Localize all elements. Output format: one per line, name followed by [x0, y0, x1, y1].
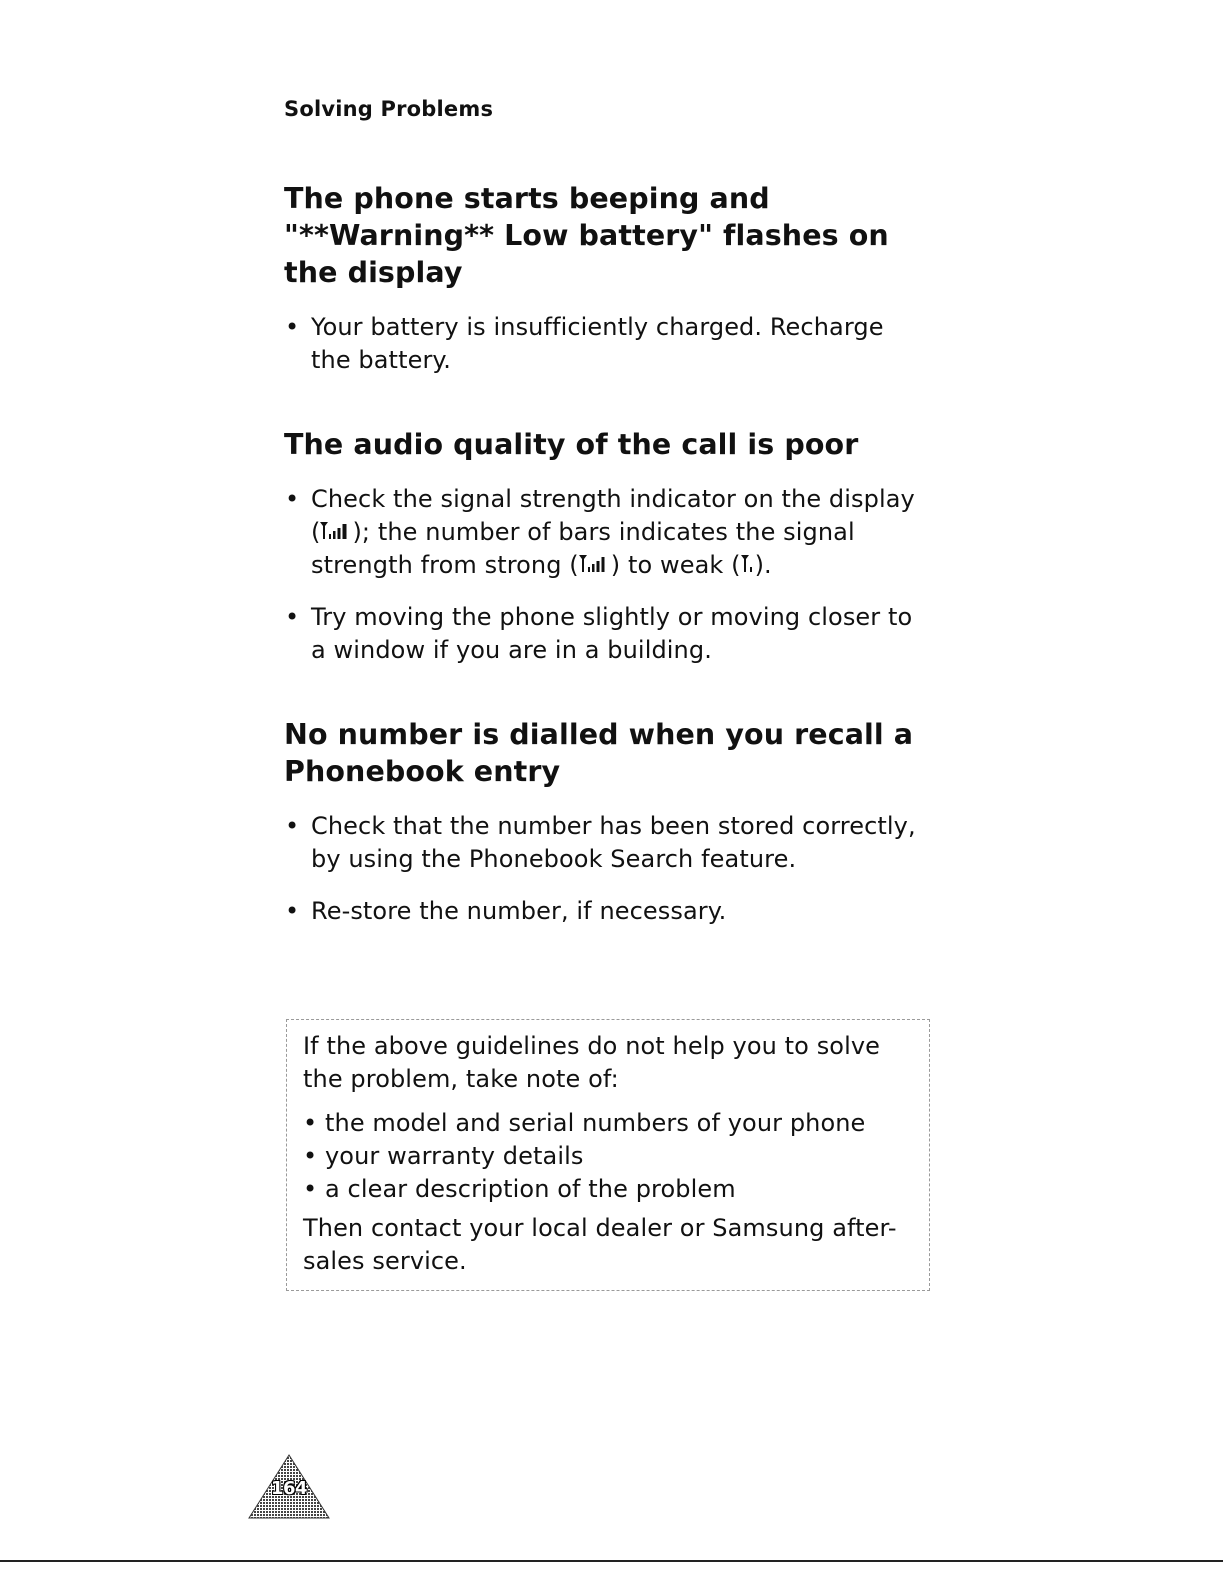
heading-line: No number is dialled when you recall a	[284, 718, 914, 751]
note-content	[303, 1030, 923, 1278]
text-run: (	[311, 518, 321, 546]
bullet-list	[284, 483, 944, 667]
bullet-icon: •	[285, 313, 300, 341]
section-heading	[284, 426, 944, 463]
list-item-line	[311, 516, 944, 549]
note-list-item	[303, 1107, 923, 1140]
note-list-item	[303, 1173, 923, 1206]
bullet-icon: •	[285, 897, 300, 925]
note-item-text: a clear description of the problem	[325, 1175, 736, 1203]
list-item-line: by using the Phonebook Search feature.	[311, 845, 797, 873]
bullet-icon: •	[285, 603, 300, 631]
note-intro-line: If the above guidelines do not help you to solve	[303, 1032, 881, 1060]
text-run: ); the number of bars indicates the signal	[352, 518, 855, 546]
section-audio-quality	[284, 426, 944, 667]
section-heading	[284, 180, 944, 291]
note-intro-line: the problem, take note of:	[303, 1065, 619, 1093]
signal-weak-icon	[741, 553, 755, 575]
list-item-line: a window if you are in a building.	[311, 636, 712, 664]
list-item	[284, 601, 944, 667]
list-item	[284, 311, 944, 377]
bullet-icon: •	[303, 1142, 318, 1170]
note-box	[286, 1019, 930, 1291]
list-item-line: Check the signal strength indicator on the display	[311, 485, 915, 513]
list-item	[284, 810, 944, 876]
list-item-line: Check that the number has been stored correctly,	[311, 812, 916, 840]
list-item-line: Try moving the phone slightly or moving closer to	[311, 603, 913, 631]
heading-line: Phonebook entry	[284, 755, 561, 788]
note-item-text: the model and serial numbers of your phone	[325, 1109, 866, 1137]
note-outro-line: sales service.	[303, 1247, 467, 1275]
heading-line: The phone starts beeping and	[284, 182, 770, 215]
bullet-list	[284, 311, 944, 377]
section-low-battery	[284, 180, 944, 377]
list-item-line: the battery.	[311, 346, 452, 374]
list-item	[284, 895, 944, 928]
running-header: Solving Problems	[284, 97, 494, 121]
list-item	[284, 483, 944, 582]
bullet-icon: •	[303, 1175, 318, 1203]
note-list-item	[303, 1140, 923, 1173]
text-run: strength from strong (	[311, 551, 579, 579]
signal-strong-icon	[579, 553, 611, 575]
note-outro-line: Then contact your local dealer or Samsung after-	[303, 1214, 897, 1242]
text-run: ).	[754, 551, 772, 579]
note-list	[303, 1107, 923, 1206]
bullet-icon: •	[303, 1109, 318, 1137]
list-item-line	[311, 549, 944, 582]
bullet-list	[284, 810, 944, 928]
signal-full-icon	[320, 520, 352, 542]
section-no-number-dialled	[284, 716, 944, 928]
list-item-line: Your battery is insufficiently charged. Recharge	[311, 313, 884, 341]
page-number: 164	[270, 1478, 308, 1499]
bullet-icon: •	[285, 812, 300, 840]
section-heading	[284, 716, 944, 790]
page-number-badge	[248, 1454, 330, 1520]
note-item-text: your warranty details	[325, 1142, 584, 1170]
text-run: ) to weak (	[610, 551, 741, 579]
heading-line: The audio quality of the call is poor	[284, 428, 859, 461]
list-item-line: Re-store the number, if necessary.	[311, 897, 727, 925]
bottom-rule	[0, 1560, 1223, 1562]
heading-line: "**Warning** Low battery" flashes on	[284, 219, 889, 252]
heading-line: the display	[284, 256, 463, 289]
bullet-icon: •	[285, 485, 300, 513]
